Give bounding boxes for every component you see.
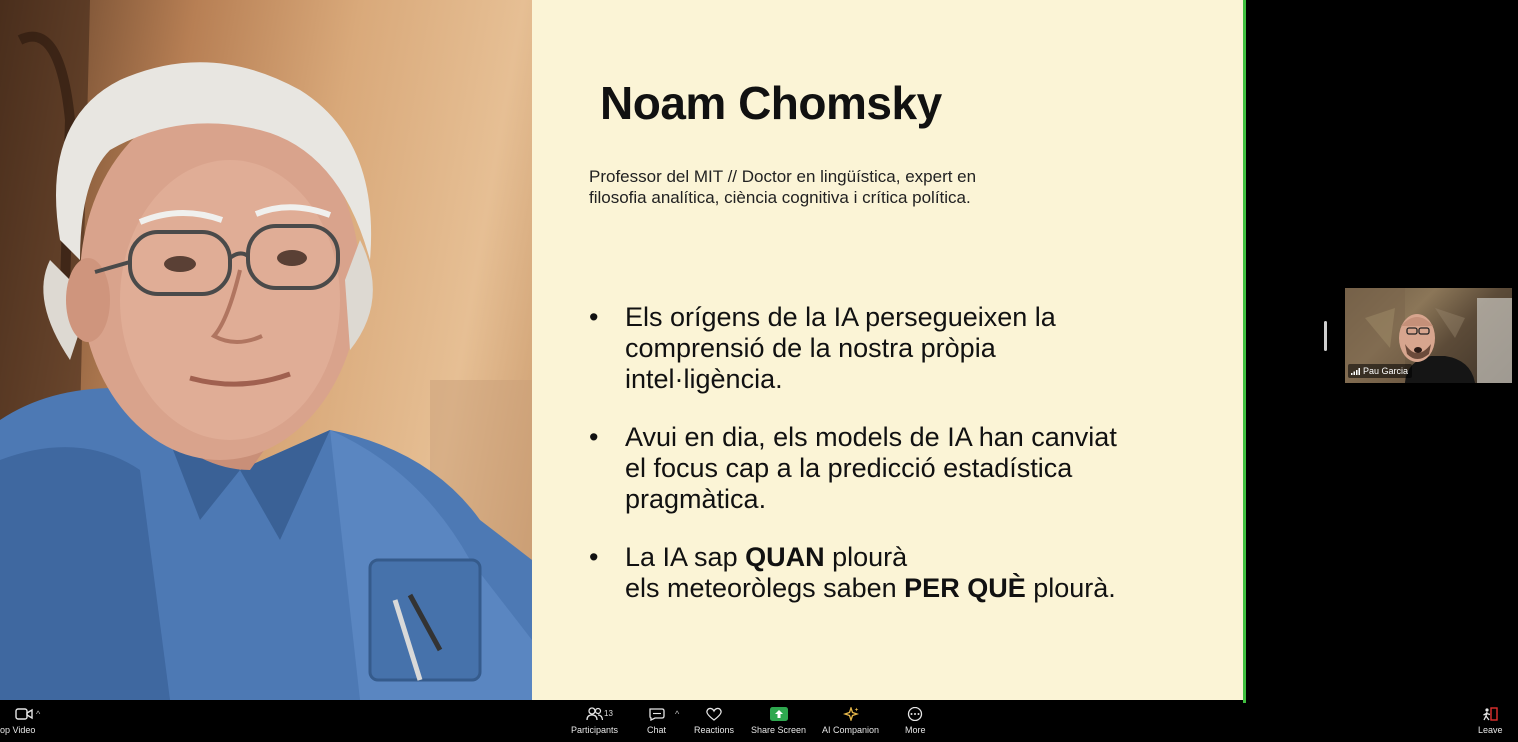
participants-count-badge: 13 — [604, 709, 613, 718]
ai-companion-label: AI Companion — [822, 725, 880, 735]
bullet-dot: • — [589, 542, 599, 572]
portrait-photo — [0, 0, 532, 700]
sparkle-icon — [842, 707, 860, 721]
bullet-line: comprensió de la nostra pròpia — [625, 333, 996, 363]
video-options-caret[interactable]: ^ — [36, 709, 41, 719]
participant-video-tile[interactable] — [1345, 288, 1512, 383]
reactions-label: Reactions — [694, 725, 735, 735]
slide-title: Noam Chomsky — [600, 77, 942, 129]
chat-button[interactable] — [647, 707, 666, 735]
participants-icon — [586, 707, 604, 721]
subtitle-line: Professor del MIT // Doctor en lingüística, expert en — [589, 167, 977, 186]
bullet-dot: • — [589, 422, 599, 452]
ai-companion-button[interactable] — [822, 707, 879, 735]
bullet-line: Els orígens de la IA persegueixen la — [625, 302, 1056, 332]
heart-icon — [705, 707, 723, 721]
bullet-line — [625, 573, 1229, 604]
participants-label: Participants — [571, 725, 619, 735]
bullet-item — [589, 302, 1229, 395]
leave-button[interactable] — [1478, 707, 1503, 735]
leave-icon — [1481, 707, 1499, 721]
bullet-text: La IA sap — [625, 542, 746, 572]
bullet-emphasis: QUAN — [745, 542, 825, 572]
bullet-emphasis: PER QUÈ — [904, 573, 1026, 603]
chat-icon — [648, 707, 666, 721]
bullet-dot: • — [589, 302, 599, 332]
bullet-line — [625, 542, 1229, 573]
more-label: More — [905, 725, 926, 735]
chat-label: Chat — [647, 725, 667, 735]
chat-options-caret[interactable]: ^ — [675, 709, 680, 719]
reactions-button[interactable] — [694, 707, 734, 735]
stop-video-button[interactable] — [0, 707, 35, 735]
bullet-line: el focus cap a la predicció estadística — [625, 453, 1073, 483]
bullet-line: intel·ligència. — [625, 364, 783, 394]
stop-video-label: op Video — [0, 725, 36, 735]
meeting-toolbar — [0, 703, 1518, 742]
bullet-item — [589, 422, 1229, 515]
participant-name: Pau Garcia — [1363, 366, 1409, 376]
portrait-illustration — [0, 0, 532, 700]
subtitle-line: filosofia analítica, ciència cognitiva i crítica política. — [589, 188, 971, 207]
more-button[interactable] — [905, 707, 926, 735]
bullet-item — [589, 542, 1229, 604]
slide-subtitle — [589, 166, 1059, 208]
video-camera-icon — [15, 707, 33, 721]
bullet-list — [589, 302, 1229, 631]
panel-resize-handle[interactable] — [1324, 321, 1327, 351]
bullet-line: pragmàtica. — [625, 484, 767, 514]
participant-name-tag — [1348, 364, 1412, 378]
bullet-line: Avui en dia, els models de IA han canviat — [625, 422, 1117, 452]
bullet-text: plourà. — [1025, 573, 1116, 603]
bullet-text: plourà — [824, 542, 908, 572]
more-icon — [906, 707, 924, 721]
signal-icon — [1351, 368, 1360, 375]
bullet-text: els meteoròlegs saben — [625, 573, 905, 603]
share-screen-label: Share Screen — [751, 725, 807, 735]
leave-label: Leave — [1478, 725, 1503, 735]
share-screen-button[interactable] — [751, 707, 806, 735]
share-screen-icon — [770, 707, 788, 721]
